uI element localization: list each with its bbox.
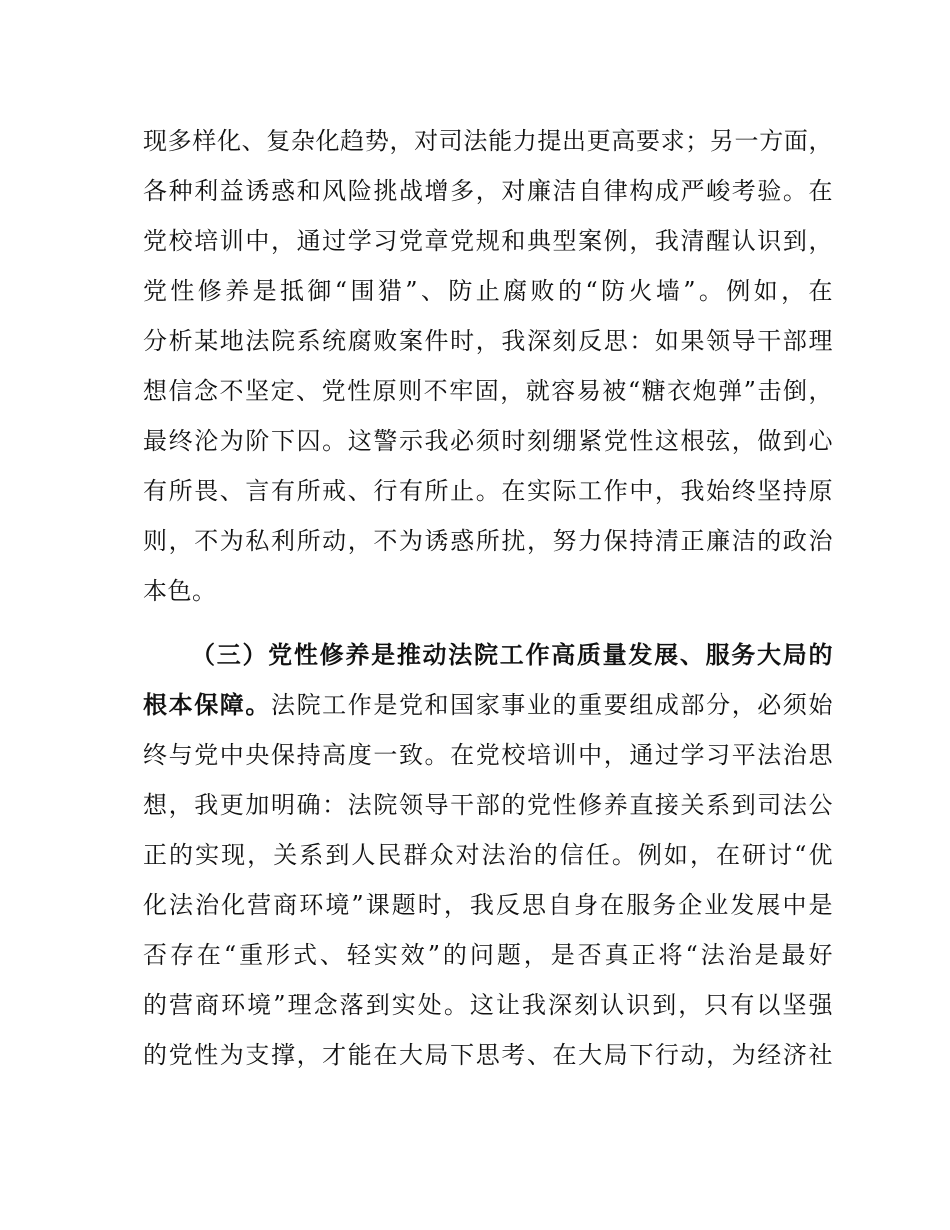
text-line: 的营商环境”理念落到实处。这让我深刻认识到，只有以坚强 [143,991,833,1019]
section-body-start: 法院工作是党和国家事业的重要组成部分，必须始 [270,691,834,719]
section-three [143,630,833,1080]
text-line: 想，我更加明确：法院领导干部的党性修养直接关系到司法公 [143,791,833,819]
section-heading-continuation: 根本保障。 [143,691,271,719]
section-heading: （三）党性修养是推动法院工作高质量发展、服务大局的 [191,641,833,669]
text-line: 有所畏、言有所戒、行有所止。在实际工作中，我始终坚持原 [143,477,833,505]
text-line: 党性修养是抵御“围猎”、防止腐败的“防火墙”。例如，在 [143,277,833,305]
text-line: 想信念不坚定、党性原则不牢固，就容易被“糖衣炮弹”击倒， [143,377,833,405]
text-line: 终与党中央保持高度一致。在党校培训中，通过学习平法治思 [143,741,833,769]
text-line: 党校培训中，通过学习党章党规和典型案例，我清醒认识到， [143,227,833,255]
text-line: 的党性为支撑，才能在大局下思考、在大局下行动，为经济社 [143,1041,833,1069]
text-line: 正的实现，关系到人民群众对法治的信任。例如，在研讨“优 [143,841,833,869]
text-line: 最终沦为阶下囚。这警示我必须时刻绷紧党性这根弦，做到心 [143,427,833,455]
text-line: 各种利益诱惑和风险挑战增多，对廉洁自律构成严峻考验。在 [143,177,833,205]
text-line: 化法治化营商环境”课题时，我反思自身在服务企业发展中是 [143,891,833,919]
text-line: 则，不为私利所动，不为诱惑所扰，努力保持清正廉洁的政治 [143,527,833,555]
text-line: 本色。 [143,577,217,605]
text-line: 现多样化、复杂化趋势，对司法能力提出更高要求；另一方面， [143,127,833,155]
text-line [143,680,833,730]
text-line: 否存在“重形式、轻实效”的问题，是否真正将“法治是最好 [143,941,833,969]
paragraph-party-spirit-defense [143,116,833,616]
text-line: 分析某地法院系统腐败案件时，我深刻反思：如果领导干部理 [143,327,833,355]
